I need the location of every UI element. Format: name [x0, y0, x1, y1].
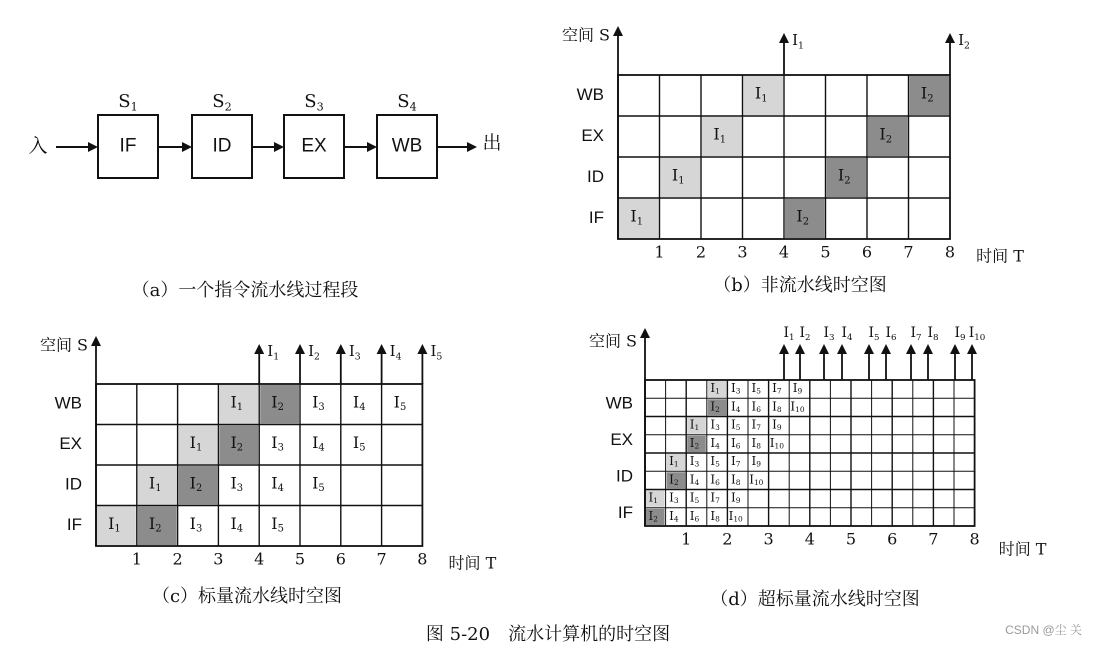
output-label-i6: $I_6$	[885, 325, 897, 343]
cell-label-i1-ex: $I_1$	[189, 432, 203, 454]
cell-label-i1-ex: $I_1$	[713, 124, 727, 145]
cell-label-i4-if: $I_4$	[230, 513, 244, 535]
cell-label-i8-ex: $I_8$	[751, 435, 762, 451]
cell-label-i3-ex: $I_3$	[271, 432, 284, 454]
output-label-i9: $I_9$	[954, 325, 966, 343]
time-tick-3: 3	[737, 242, 748, 262]
cell-label-i1-id: $I_1$	[148, 472, 162, 494]
output-label-i5: $I_5$	[868, 325, 880, 343]
time-tick-8: 8	[969, 529, 980, 549]
row-label-wb: WB	[576, 84, 604, 104]
output-label-i4: $I_4$	[389, 342, 402, 362]
cell-label-i6-wb: $I_6$	[751, 398, 762, 414]
cell-label-i2-ex: $I_2$	[689, 435, 700, 451]
time-tick-3: 3	[213, 549, 224, 569]
stage-name-s3: $S_3$	[304, 91, 324, 114]
row-label-if: IF	[588, 207, 604, 227]
time-tick-5: 5	[845, 529, 857, 549]
stage-name-s1: $S_1$	[118, 91, 138, 114]
time-tick-5: 5	[820, 242, 831, 262]
cell-label-i7-ex: $I_7$	[751, 417, 762, 433]
row-label-wb: WB	[54, 393, 82, 413]
output-label-i1: $I_1$	[267, 342, 280, 362]
cell-label-i4-if: $I_4$	[669, 508, 679, 524]
y-axis-label: 空间 S	[561, 25, 610, 45]
cell-label-i3-wb: $I_3$	[730, 380, 741, 396]
cell-label-i9-wb: $I_9$	[792, 380, 803, 396]
cell-label-i4-id: $I_4$	[271, 472, 284, 494]
row-label-if: IF	[66, 515, 82, 535]
time-tick-2: 2	[695, 242, 707, 262]
time-tick-8: 8	[417, 549, 428, 569]
cell-label-i7-if: $I_7$	[710, 490, 720, 506]
stage-box-label: EX	[301, 135, 327, 157]
time-tick-1: 1	[131, 549, 142, 569]
cell-label-i1-ex: $I_1$	[689, 417, 700, 433]
output-label-i10: $I_{10}$	[968, 325, 986, 343]
panel-c-scalar-pipeline-spacetime	[40, 336, 497, 608]
cell-label-i4-wb: $I_4$	[352, 391, 366, 413]
cell-label-i5-if: $I_5$	[689, 490, 700, 506]
cell-label-i1-id: $I_1$	[669, 453, 679, 469]
time-tick-7: 7	[928, 529, 939, 549]
output-label-i7: $I_7$	[910, 325, 922, 343]
cell-label-i4-wb: $I_4$	[730, 398, 741, 414]
cell-label-i3-if: $I_3$	[189, 513, 203, 535]
time-tick-4: 4	[254, 549, 265, 569]
cell-label-i2-wb: $I_2$	[271, 391, 284, 413]
time-tick-1: 1	[654, 242, 665, 262]
cell-label-i8-if: $I_8$	[710, 508, 720, 524]
row-label-wb: WB	[605, 393, 633, 413]
cell-label-i3-wb: $I_3$	[312, 391, 325, 413]
time-tick-7: 7	[903, 242, 914, 262]
panel-c-caption: （c）标量流水线时空图	[151, 586, 343, 607]
cell-label-i1-wb: $I_1$	[754, 83, 768, 104]
panel-b-nonpipelined-spacetime	[562, 26, 1024, 297]
output-label-i3: $I_3$	[348, 342, 361, 362]
cell-label-i2-ex: $I_2$	[879, 124, 893, 145]
cell-label-i10-if: $I_{10}$	[728, 508, 743, 524]
output-label: 出	[482, 132, 502, 154]
row-label-ex: EX	[610, 430, 633, 450]
time-tick-4: 4	[778, 242, 790, 262]
panel-d-superscalar-pipeline-spacetime	[589, 325, 1047, 610]
panel-b-caption: （b）非流水线时空图	[713, 275, 887, 296]
time-tick-7: 7	[376, 549, 387, 569]
cell-label-i5-ex: $I_5$	[352, 432, 366, 454]
row-label-id: ID	[616, 466, 633, 486]
output-label-i8: $I_8$	[927, 325, 939, 343]
output-label-i4: $I_4$	[841, 325, 853, 343]
cell-label-i2-ex: $I_2$	[230, 432, 244, 454]
time-tick-1: 1	[681, 529, 692, 549]
output-label-i5: $I_5$	[430, 342, 443, 362]
cell-label-i9-if: $I_9$	[730, 490, 741, 506]
cell-label-i6-id: $I_6$	[710, 471, 720, 487]
stage-box-label: IF	[119, 135, 137, 157]
x-axis-label: 时间 T	[448, 553, 497, 573]
cell-label-i2-wb: $I_2$	[710, 398, 720, 414]
cell-label-i2-wb: $I_2$	[920, 83, 934, 104]
input-label: 入	[28, 135, 48, 157]
time-tick-5: 5	[294, 549, 306, 569]
cell-label-i1-if: $I_1$	[648, 490, 659, 506]
cell-label-i8-wb: $I_8$	[772, 398, 782, 414]
cell-label-i3-ex: $I_3$	[710, 417, 720, 433]
time-tick-6: 6	[861, 242, 873, 262]
panel-a-pipeline-stages	[28, 91, 501, 301]
time-tick-8: 8	[944, 242, 956, 262]
cell-label-i2-id: $I_2$	[837, 165, 851, 186]
output-label-i1: $I_1$	[792, 31, 804, 51]
cell-label-i3-id: $I_3$	[689, 453, 700, 469]
stage-name-s4: $S_4$	[397, 91, 417, 114]
panel-d-caption: （d）超标量流水线时空图	[710, 589, 920, 610]
cell-label-i4-ex: $I_4$	[312, 432, 325, 454]
y-axis-label: 空间 S	[39, 335, 88, 355]
row-label-id: ID	[587, 166, 604, 186]
cell-label-i5-id: $I_5$	[312, 472, 325, 494]
cell-label-i9-ex: $I_9$	[772, 417, 782, 433]
cell-label-i10-ex: $I_{10}$	[769, 435, 785, 451]
watermark: CSDN @尘 关	[1005, 623, 1082, 637]
cell-label-i5-ex: $I_5$	[730, 417, 741, 433]
cell-label-i6-if: $I_6$	[689, 508, 700, 524]
cell-label-i5-wb: $I_5$	[393, 391, 407, 413]
time-tick-2: 2	[172, 549, 183, 569]
cell-label-i9-id: $I_9$	[751, 453, 762, 469]
cell-label-i6-ex: $I_6$	[730, 435, 741, 451]
time-tick-4: 4	[804, 529, 815, 549]
cell-label-i10-wb: $I_{10}$	[790, 398, 805, 414]
row-label-if: IF	[617, 503, 633, 523]
row-label-id: ID	[65, 474, 82, 494]
cell-label-i7-id: $I_7$	[730, 453, 741, 469]
time-tick-6: 6	[887, 529, 898, 549]
cell-label-i5-id: $I_5$	[710, 453, 720, 469]
cell-label-i2-if: $I_2$	[796, 206, 810, 227]
row-label-ex: EX	[581, 125, 604, 145]
x-axis-label: 时间 T	[998, 539, 1047, 559]
panel-a-caption: （a）一个指令流水线过程段	[131, 280, 359, 301]
time-tick-6: 6	[335, 549, 346, 569]
time-tick-3: 3	[763, 529, 774, 549]
output-label-i2: $I_2$	[799, 325, 811, 343]
row-label-ex: EX	[59, 434, 82, 454]
x-axis-label: 时间 T	[976, 246, 1024, 266]
cell-label-i3-id: $I_3$	[230, 472, 244, 494]
cell-label-i3-if: $I_3$	[669, 490, 679, 506]
cell-label-i4-ex: $I_4$	[710, 435, 720, 451]
cell-label-i1-if: $I_1$	[108, 513, 121, 535]
cell-label-i5-wb: $I_5$	[751, 380, 762, 396]
stage-name-s2: $S_2$	[212, 91, 232, 114]
cell-label-i2-if: $I_2$	[148, 513, 162, 535]
figure-title: 图 5-20 流水计算机的时空图	[425, 624, 671, 645]
stage-box-label: ID	[212, 135, 232, 157]
cell-label-i1-wb: $I_1$	[230, 391, 244, 413]
cell-label-i2-id: $I_2$	[189, 472, 203, 494]
cell-label-i7-wb: $I_7$	[772, 380, 782, 396]
cell-label-i5-if: $I_5$	[271, 513, 284, 535]
cell-label-i8-id: $I_8$	[730, 471, 741, 487]
stage-box-label: WB	[391, 135, 423, 157]
cell-label-i1-id: $I_1$	[671, 165, 685, 186]
output-label-i2: $I_2$	[958, 31, 970, 51]
output-label-i1: $I_1$	[783, 325, 795, 343]
output-label-i3: $I_3$	[823, 325, 835, 343]
cell-label-i2-id: $I_2$	[669, 471, 679, 487]
cell-label-i1-wb: $I_1$	[710, 380, 720, 396]
y-axis-label: 空间 S	[588, 331, 637, 351]
time-tick-2: 2	[722, 529, 733, 549]
output-label-i2: $I_2$	[308, 342, 320, 362]
cell-label-i1-if: $I_1$	[630, 206, 644, 227]
cell-label-i4-id: $I_4$	[689, 471, 700, 487]
cell-label-i10-id: $I_{10}$	[749, 471, 764, 487]
cell-label-i2-if: $I_2$	[648, 508, 659, 524]
